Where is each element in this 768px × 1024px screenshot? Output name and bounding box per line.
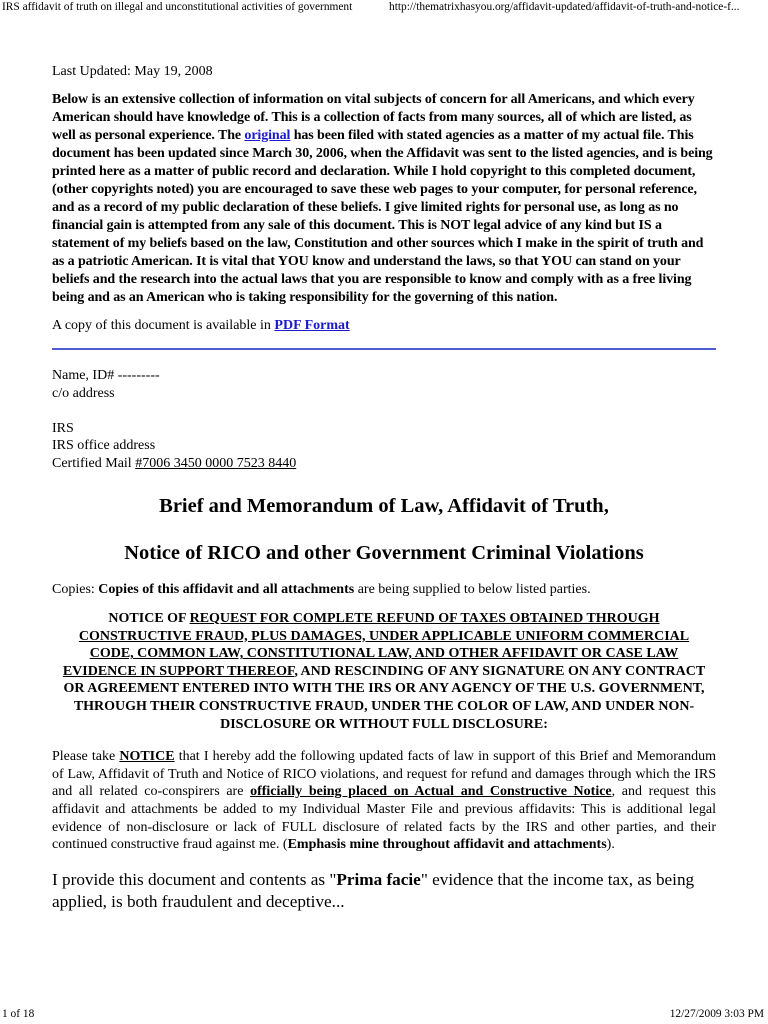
sender-address: c/o address bbox=[52, 385, 115, 401]
prima-text-1: I provide this document and contents as " bbox=[52, 869, 337, 889]
print-footer bbox=[0, 1006, 768, 1022]
certified-prefix: Certified Mail bbox=[52, 455, 136, 471]
body-text-1: Please take bbox=[52, 749, 120, 765]
intro-text-2: has been filed with stated agencies as a matter of my actual file. This document has been updated since March 30, 2006, when the Affidavit was sent to the listed agencies, and is being printed here as a matter of public record and declaration. While I hold copyright to this completed document, (other copyrights noted) you are encouraged to save these web pages to your computer, for personal reference, and as a record of my public declaration of these beliefs. I give limited rights for personal use, as long as no financial gain is attempted from any sale of this document. This is NOT legal advice of any kind but IS a statement of my beliefs based on the law, Constitution and other sources which I make in the spirit of truth and as a patriotic American. It is vital that YOU know and understand the laws, so that YOU can stand on your beliefs and the research into the actual laws that you are responsible to know and comply with as a free living being and as an American who is taking responsibility for the governing of this nation. bbox=[52, 128, 713, 305]
recipient-address: IRS office address bbox=[52, 438, 156, 453]
body-notice: NOTICE bbox=[119, 749, 175, 765]
document-title-line1: Brief and Memorandum of Law, Affidavit of Truth, bbox=[159, 495, 609, 517]
intro-text-1: Below is an extensive collection of information on vital subjects of concern for all Americans, and which every American should have knowledge of. This is a collection of facts from many sources, all of which are listed, as well as personal experience. The bbox=[52, 92, 695, 143]
copies-rest: are being supplied to below listed parties. bbox=[354, 582, 591, 597]
print-header bbox=[0, 0, 768, 16]
copies-bold: Copies of this affidavit and all attachments bbox=[98, 582, 355, 597]
certified-mail bbox=[52, 455, 716, 473]
sender-name: Name, ID# --------- bbox=[52, 368, 160, 383]
address-block bbox=[52, 367, 716, 472]
pdf-format-link[interactable]: PDF Format bbox=[274, 318, 350, 333]
notice-text-1: NOTICE OF bbox=[108, 611, 190, 626]
pdf-prefix: A copy of this document is available in bbox=[52, 318, 275, 333]
prima-facie-paragraph bbox=[52, 869, 716, 913]
notice-paragraph bbox=[52, 748, 716, 854]
recipient: IRS bbox=[52, 420, 74, 436]
document-title-line2: Notice of RICO and other Government Criminal Violations bbox=[124, 542, 644, 564]
body-text-2: that I hereby add the following updated facts of law in support of this Brief and Memorandum of Law, Affidavit of Truth and Notice of RICO violations, and request for refund and damages through which the IRS and all related co-conspirers are bbox=[52, 749, 716, 800]
notice-underlined: REQUEST FOR COMPLETE REFUND OF TAXES OBTAINED THROUGH CONSTRUCTIVE FRAUD, PLUS DAMAGES, UNDER APPLICABLE UNIFORM COMMERCIAL CODE, COMMON LAW, CONSTITUTIONAL LAW, AND OTHER AFFIDAVIT OR CASE LAW EVIDENCE IN SUPPORT THEREOF bbox=[62, 611, 690, 679]
body-end: ). bbox=[606, 837, 615, 853]
body-text-3: , and request this affidavit and attachments be added to my Individual Master File and previous affidavits: This is additional legal evidence of non-disclosure or lack of FULL disclosure of related facts by the IRS and other parties, and their continued constructive fraud against me. ( bbox=[52, 784, 716, 853]
body-emphasis: Emphasis mine throughout affidavit and attachments bbox=[287, 837, 607, 853]
copies-line bbox=[52, 581, 716, 599]
intro-paragraph bbox=[52, 91, 716, 307]
page-count: 1 of 18 bbox=[2, 1008, 35, 1020]
prima-text-2: " evidence that the income tax, as being applied, is both fraudulent and deceptive... bbox=[52, 869, 695, 911]
pdf-line bbox=[52, 317, 716, 335]
certified-number: #7006 3450 0000 7523 8440 bbox=[135, 455, 297, 471]
body-underlined: officially being placed on Actual and Constructive Notice bbox=[250, 784, 612, 800]
copies-label: Copies: bbox=[52, 582, 99, 597]
divider bbox=[52, 348, 716, 350]
page-title: IRS affidavit of truth on illegal and unconstitutional activities of government bbox=[2, 1, 353, 13]
notice-heading bbox=[52, 610, 716, 733]
document-body bbox=[52, 60, 716, 913]
page-url: http://thematrixhasyou.org/affidavit-updated/affidavit-of-truth-and-notice-f... bbox=[389, 1, 740, 13]
print-datetime: 12/27/2009 3:03 PM bbox=[669, 1008, 764, 1020]
notice-text-2: , AND RESCINDING OF ANY SIGNATURE ON ANY CONTRACT OR AGREEMENT ENTERED INTO WITH THE IRS OR ANY AGENCY OF THE U.S. GOVERNMENT, THROUGH THEIR CONSTRUCTIVE FRAUD, UNDER THE COLOR OF LAW, AND UNDER NON-DISCLOSURE OR WITHOUT FULL DISCLOSURE: bbox=[63, 663, 706, 732]
original-link[interactable]: original bbox=[244, 128, 291, 143]
last-updated: Last Updated: May 19, 2008 bbox=[52, 64, 213, 79]
prima-bold: Prima facie bbox=[336, 869, 421, 889]
